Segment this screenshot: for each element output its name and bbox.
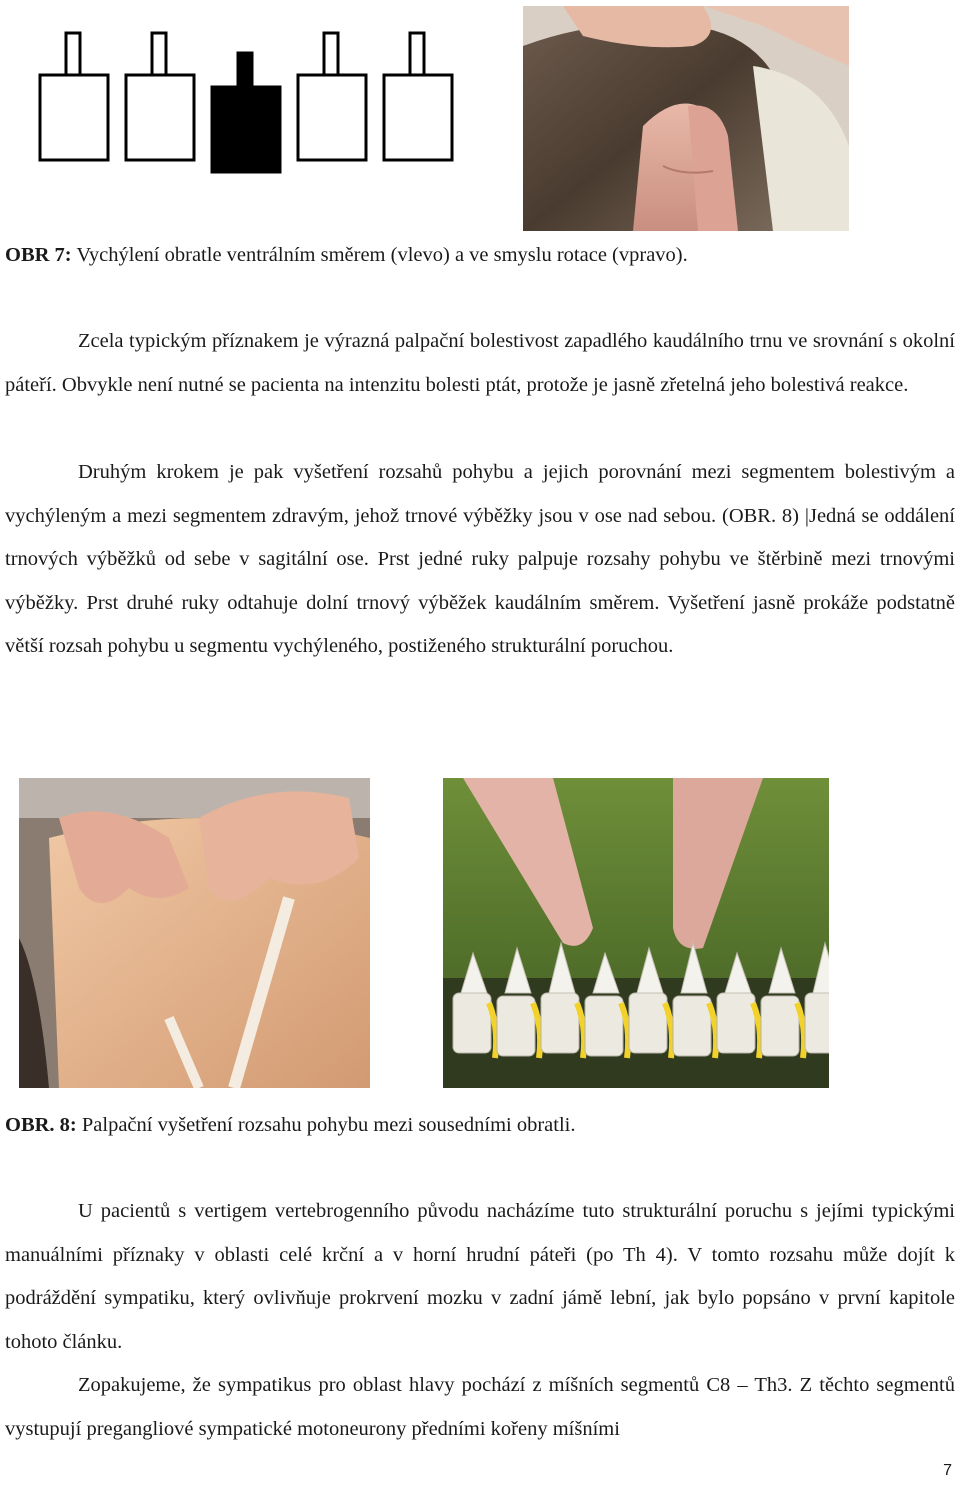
vertebra-1 [40, 33, 108, 160]
figure-7-caption [5, 240, 688, 270]
spine-model-photo [443, 778, 829, 1088]
figure-7-text: Vychýlení obratle ventrálním směrem (vlevo) a ve smyslu rotace (vpravo). [71, 244, 688, 266]
vertebra-3 [212, 53, 280, 172]
back-palpation-photo [19, 778, 370, 1088]
paragraph-3-text: U pacientů s vertigem vertebrogenního původu nacházíme tuto strukturální poruchu s jejími typickými manuálními příznaky v oblasti celé krční a v horní hrudní páteři (po Th 4). V tomto rozsahu může dojít k podráždění sympatiku, který ovlivňuje prokrvení mozku v zadní jámě lební, jak bylo popsáno v první kapitole tohoto článku. [5, 1200, 955, 1353]
vertebra-5 [384, 33, 452, 160]
paragraph-2-text: Druhým krokem je pak vyšetření rozsahů pohybu a jejich porovnání mezi segmentem bolestivým a vychýleným a mezi segmentem zdravým, jehož trnové výběžky jsou v ose nad sebou. (OBR. 8) |Jedná se oddálení trnových výběžků od sebe v sagitální ose. Prst jedné ruky palpuje rozsahy pohybu ve štěrbině mezi trnovými výběžky. Prst druhé ruky odtahuje dolní trnový výběžek kaudálním směrem. Vyšetření jasně prokáže podstatně větší rozsah pohybu u segmentu vychýleného, postiženého strukturální poruchou. [5, 461, 955, 657]
vertebra-diagram [34, 28, 464, 180]
figure-8-label: OBR. 8: [5, 1114, 77, 1136]
figure-8-caption [5, 1110, 575, 1140]
vertebra-4 [298, 33, 366, 160]
paragraph-4-text: Zopakujeme, že sympatikus pro oblast hlavy pochází z míšních segmentů C8 – Th3. Z těchto segmentů vystupují pregangliové sympatické motoneurony předními kořeny míšními [5, 1374, 955, 1440]
figure-7-label: OBR 7: [5, 244, 72, 266]
paragraph-1-text: Zcela typickým příznakem je výrazná palpační bolestivost zapadlého kaudálního trnu ve srovnání s okolní páteří. Obvykle není nutné se pacienta na intenzitu bolesti ptát, protože je jasně zřetelná jeho bolestivá reakce. [5, 330, 955, 396]
paragraph-3 [5, 1190, 955, 1364]
paragraph-1 [5, 320, 955, 407]
figure-8-text: Palpační vyšetření rozsahu pohybu mezi sousedními obratli. [76, 1114, 576, 1136]
neck-palpation-photo [523, 6, 849, 231]
paragraph-4 [5, 1364, 955, 1451]
page-number: 7 [943, 1462, 952, 1479]
paragraph-2 [5, 451, 955, 669]
vertebra-2 [126, 33, 194, 160]
